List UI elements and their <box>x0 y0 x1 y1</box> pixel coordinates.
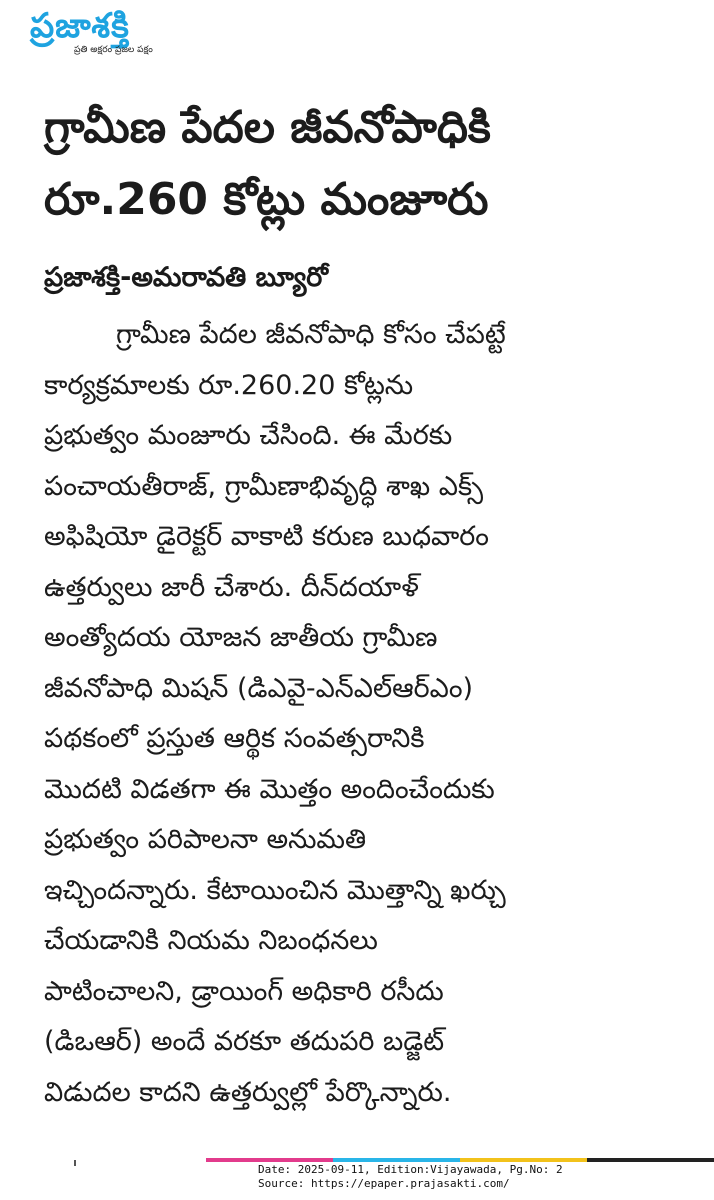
body-line: కార్యక్రమాలకు రూ.260.20 కోట్లను <box>44 369 414 401</box>
logo-wordmark: ప్రజాశక్తి <box>30 6 130 46</box>
prajasakti-logo[interactable] <box>30 6 205 58</box>
footer-source-link[interactable]: Source: https://epaper.prajasakti.com/ <box>258 1177 510 1190</box>
body-line: చేయడానికి నియమ నిబంధనలు <box>44 925 378 956</box>
footer-date-line: Date: 2025-09-11, Edition:Vijayawada, Pg.No: 2 <box>258 1163 563 1176</box>
masthead <box>0 0 714 70</box>
body-line: పాటించాలని, డ్రాయింగ్ అధికారి రసీదు <box>44 975 444 1007</box>
headline-line: రూ.260 కోట్లు మంజూరు <box>44 174 489 225</box>
body-line: జీవనోపాధి మిషన్ (డిఎవై-ఎన్ఎల్ఆర్ఎం) <box>44 672 474 704</box>
color-segment <box>460 1158 587 1162</box>
body-line: మొదటి విడతగా ఈ మొత్తం అందించేందుకు <box>44 773 495 805</box>
color-segment <box>206 1158 333 1162</box>
body-line: ఇచ్చిందన్నారు. కేటాయించిన మొత్తాన్ని ఖర్చు <box>44 874 506 906</box>
body-line: గ్రామీణ పేదల జీవనోపాధి కోసం చేపట్టే <box>116 319 506 350</box>
body-line: విడుదల కాదని ఉత్తర్వుల్లో పేర్కొన్నారు. <box>44 1076 452 1108</box>
color-segment <box>587 1158 714 1162</box>
body-line: ప్రభుత్వం మంజూరు చేసింది. ఈ మేరకు <box>44 420 453 451</box>
color-segment <box>333 1158 460 1162</box>
footer-info <box>258 1163 563 1191</box>
body-line: ఉత్తర్వులు జారీ చేశారు. దీన్‌దయాళ్ <box>44 571 419 603</box>
headline-line: గ్రామీణ పేదల జీవనోపాధికి <box>44 102 491 153</box>
article-headline <box>44 92 684 236</box>
article-byline: ప్రజాశక్తి-అమరావతి బ్యూరో <box>44 262 328 293</box>
body-line: అంత్యోదయ యోజన జాతీయ గ్రామీణ <box>44 622 438 653</box>
body-line: పథకంలో ప్రస్తుత ఆర్థిక సంవత్సరానికి <box>44 723 425 754</box>
body-line: ప్రభుత్వం పరిపాలనా అనుమతి <box>44 824 367 855</box>
margin-mark <box>74 1160 76 1166</box>
body-line: పంచాయతీరాజ్, గ్రామీణాభివృద్ధి శాఖ ఎక్స్ <box>44 470 484 502</box>
logo-tagline: ప్రతి అక్షరం ప్రజల పక్షం <box>74 45 153 55</box>
footer-color-bar <box>206 1158 714 1162</box>
article-body <box>44 310 684 1118</box>
body-line: అఫిషియో డైరెక్టర్ వాకాటి కరుణ బుధవారం <box>44 521 489 552</box>
body-line: (డిఒఆర్) అందే వరకూ తదుపరి బడ్జెట్ <box>44 1026 445 1057</box>
